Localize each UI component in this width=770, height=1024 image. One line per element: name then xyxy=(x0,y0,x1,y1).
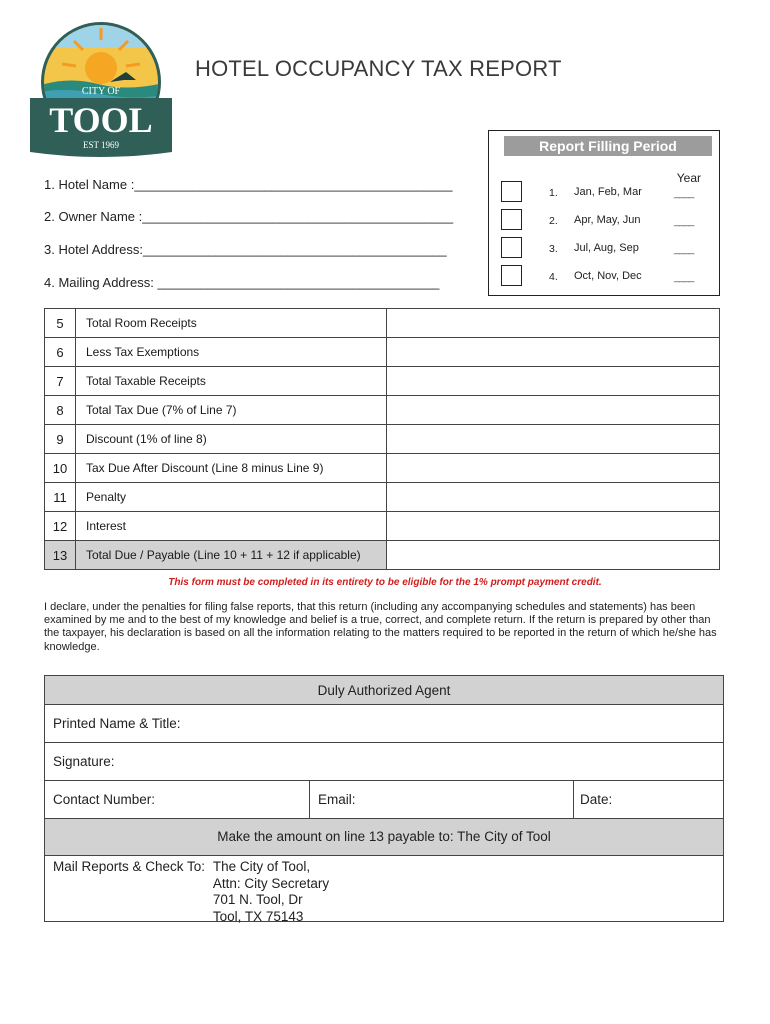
mail-label: Mail Reports & Check To: xyxy=(53,859,206,874)
line-11-amount[interactable] xyxy=(387,483,720,512)
line-description: Total Due / Payable (Line 10 + 11 + 12 if applicable) xyxy=(76,541,387,570)
payable-instruction: Make the amount on line 13 payable to: The City of Tool xyxy=(45,819,723,855)
quarter-4-number: 4. xyxy=(549,271,558,283)
mail-line: Attn: City Secretary xyxy=(212,875,330,891)
line-number: 8 xyxy=(45,396,76,425)
quarter-1-number: 1. xyxy=(549,187,558,199)
line-6-amount[interactable] xyxy=(387,338,720,367)
quarter-2-label: Apr, May, Jun xyxy=(574,214,641,226)
mail-line: Tool, TX 75143 xyxy=(212,908,304,924)
owner-name-field[interactable]: 2. Owner Name :___________________________________________ xyxy=(44,209,454,224)
email-field[interactable]: Email: xyxy=(318,792,356,807)
line-5-amount[interactable] xyxy=(387,309,720,338)
line-10-amount[interactable] xyxy=(387,454,720,483)
table-row xyxy=(45,541,720,570)
line-description: Penalty xyxy=(76,483,387,512)
logo-est: EST 1969 xyxy=(82,140,120,150)
quarter-4-year-blank[interactable]: ____ xyxy=(674,271,694,283)
line-8-amount[interactable] xyxy=(387,396,720,425)
quarter-2-checkbox[interactable] xyxy=(501,209,522,230)
table-row xyxy=(45,338,720,367)
line-items-table xyxy=(44,308,720,570)
table-row xyxy=(45,396,720,425)
table-row xyxy=(45,367,720,396)
hotel-name-field[interactable]: 1. Hotel Name :____________________________________________ xyxy=(44,177,453,192)
line-number: 6 xyxy=(45,338,76,367)
line-number: 12 xyxy=(45,512,76,541)
line-description: Interest xyxy=(76,512,387,541)
mailing-address-field[interactable]: 4. Mailing Address: _______________________________________ xyxy=(44,275,440,290)
date-field[interactable]: Date: xyxy=(580,792,613,807)
logo-name: TOOL xyxy=(49,100,153,140)
line-number: 10 xyxy=(45,454,76,483)
line-number: 9 xyxy=(45,425,76,454)
line-description: Less Tax Exemptions xyxy=(76,338,387,367)
line-description: Tax Due After Discount (Line 8 minus Line 9) xyxy=(76,454,387,483)
line-description: Total Room Receipts xyxy=(76,309,387,338)
mail-line: 701 N. Tool, Dr xyxy=(212,892,303,907)
quarter-2-number: 2. xyxy=(549,215,558,227)
line-9-amount[interactable] xyxy=(387,425,720,454)
quarter-2-year-blank[interactable]: ____ xyxy=(674,215,694,227)
logo-city-of: CITY OF xyxy=(81,86,121,97)
line-number: 13 xyxy=(45,541,76,570)
table-row xyxy=(45,309,720,338)
table-row xyxy=(45,425,720,454)
prompt-payment-note: This form must be completed in its entirety to be eligible for the 1% prompt payment credit. xyxy=(168,577,602,588)
line-description: Discount (1% of line 8) xyxy=(76,425,387,454)
line-number: 5 xyxy=(45,309,76,338)
line-description: Total Taxable Receipts xyxy=(76,367,387,396)
signature-field[interactable]: Signature: xyxy=(53,754,115,769)
quarter-3-checkbox[interactable] xyxy=(501,237,522,258)
table-row xyxy=(45,483,720,512)
line-description: Total Tax Due (7% of Line 7) xyxy=(76,396,387,425)
city-of-tool-logo xyxy=(28,20,174,160)
year-label: Year xyxy=(676,171,701,185)
quarter-1-year-blank[interactable]: ____ xyxy=(674,187,694,199)
quarter-1-checkbox[interactable] xyxy=(501,181,522,202)
declaration-text: I declare, under the penalties for filing false reports, that this return (including any accompanying schedules and statements) has been examined by me and to the best of my knowledge and belief is a true, correct, and complete return. If the return is prepared by other than the taxpayer, his declaration is based on all the information relating to the matters required to be reported in the return of which he/she has knowledge. xyxy=(44,601,717,653)
quarter-3-number: 3. xyxy=(549,243,558,255)
line-13-amount[interactable] xyxy=(387,541,720,570)
period-header: Report Filling Period xyxy=(504,136,712,156)
agent-header: Duly Authorized Agent xyxy=(45,676,723,704)
page-title: HOTEL OCCUPANCY TAX REPORT xyxy=(195,56,562,81)
quarter-3-label: Jul, Aug, Sep xyxy=(574,242,639,254)
quarter-1-label: Jan, Feb, Mar xyxy=(574,186,642,198)
table-row xyxy=(45,454,720,483)
line-7-amount[interactable] xyxy=(387,367,720,396)
line-number: 11 xyxy=(45,483,76,512)
line-12-amount[interactable] xyxy=(387,512,720,541)
hotel-address-field[interactable]: 3. Hotel Address:__________________________________________ xyxy=(44,242,447,257)
contact-number-field[interactable]: Contact Number: xyxy=(53,792,156,807)
quarter-4-label: Oct, Nov, Dec xyxy=(574,270,642,282)
table-row xyxy=(45,512,720,541)
quarter-3-year-blank[interactable]: ____ xyxy=(674,243,694,255)
authorized-agent-section xyxy=(44,675,724,922)
mail-address-block xyxy=(53,859,329,925)
line-number: 7 xyxy=(45,367,76,396)
mail-line: The City of Tool, xyxy=(212,859,311,874)
printed-name-field[interactable]: Printed Name & Title: xyxy=(53,716,181,731)
report-filing-period xyxy=(488,130,720,296)
quarter-4-checkbox[interactable] xyxy=(501,265,522,286)
